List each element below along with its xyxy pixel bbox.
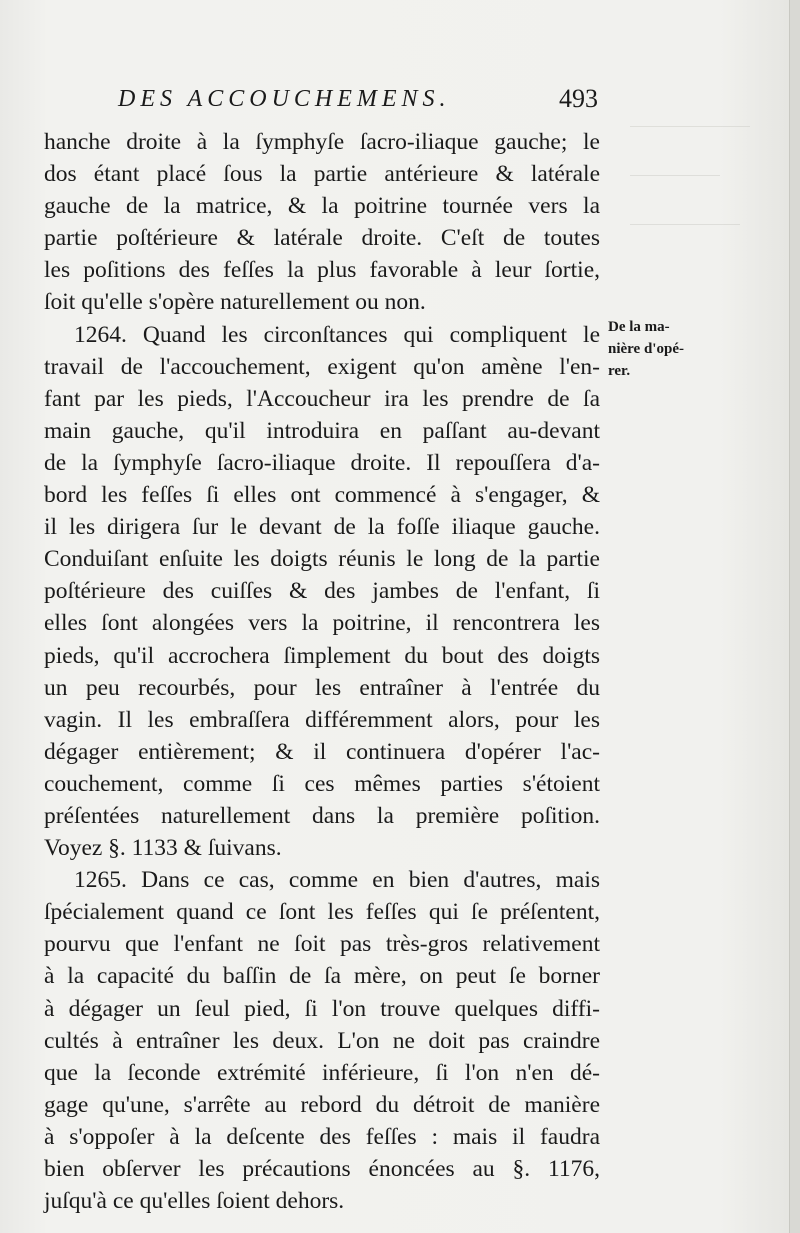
- text-line: ſoit qu'elle s'opère naturellement ou non.: [44, 289, 426, 316]
- paragraph-1264-start: 1264. Quand les circonſtances qui compliquent le: [74, 321, 600, 348]
- text-line: à s'oppoſer à la deſcente des feſſes : mais il faudra: [44, 1123, 600, 1150]
- text-line: dos étant placé ſous la partie antérieure & latérale: [44, 161, 600, 188]
- text-line: à dégager un ſeul pied, ſi l'on trouve quelques diffi-: [44, 995, 600, 1022]
- text-line: il les dirigera ſur le devant de la foſſe iliaque gauche.: [44, 514, 600, 541]
- text-line: bord les feſſes ſi elles ont commencé à s'engager, &: [44, 482, 600, 509]
- marginal-note: [608, 316, 708, 382]
- text-line: cultés à entraîner les deux. L'on ne doit pas craindre: [44, 1027, 600, 1054]
- text-line: bien obſerver les précautions énoncées au §. 1176,: [44, 1156, 600, 1182]
- body-text: [44, 126, 600, 1217]
- paragraph-1265-start: 1265. Dans ce cas, comme en bien d'autres, mais: [74, 867, 600, 894]
- text-line: que la ſeconde extrémité inférieure, ſi l'on n'en dé-: [44, 1059, 600, 1086]
- text-line: vagin. Il les embraſſera différemment alors, pour les: [44, 706, 600, 733]
- marginal-note-line: nière d'opé-: [608, 341, 684, 357]
- text-line: gage qu'une, s'arrête au rebord du détroit de manière: [44, 1091, 600, 1118]
- text-line: pieds, qu'il accrochera ſimplement du bout des doigts: [44, 642, 600, 669]
- text-line: main gauche, qu'il introduira en paſſant au-devant: [44, 417, 600, 444]
- running-header: [118, 86, 598, 120]
- text-line: couchement, comme ſi ces mêmes parties s'étoient: [44, 770, 600, 797]
- running-title: DES ACCOUCHEMENS.: [118, 86, 451, 112]
- text-line: hanche droite à la ſymphyſe ſacro-iliaque gauche; le: [44, 129, 600, 155]
- text-line: à la capacité du baſſin de ſa mère, on peut ſe borner: [44, 963, 600, 990]
- text-line: juſqu'à ce qu'elles ſoient dehors.: [44, 1188, 345, 1215]
- show-through-bleed: [630, 118, 800, 225]
- marginal-note-line: De la ma-: [608, 319, 670, 335]
- text-line: Conduiſant enſuite les doigts réunis le long de la partie: [44, 546, 600, 573]
- text-line: préſentées naturellement dans la première poſition.: [44, 802, 600, 829]
- text-line: dégager entièrement; & il continuera d'opérer l'ac-: [44, 738, 600, 765]
- text-line: les poſitions des feſſes la plus favorable à leur ſortie,: [44, 257, 600, 284]
- text-line: poſtérieure des cuiſſes & des jambes de l'enfant, ſi: [44, 578, 600, 605]
- marginal-note-line: rer.: [608, 363, 631, 379]
- text-line: partie poſtérieure & latérale droite. C'eſt de toutes: [44, 225, 600, 252]
- text-line: un peu recourbés, pour les entraîner à l'entrée du: [44, 674, 600, 701]
- text-line: travail de l'accouchement, exigent qu'on amène l'en-: [44, 353, 600, 380]
- text-line: fant par les pieds, l'Accoucheur ira les prendre de ſa: [44, 385, 600, 412]
- page-edge: [789, 0, 800, 1233]
- text-line: elles ſont alongées vers la poitrine, il rencontrera les: [44, 610, 600, 637]
- cross-reference-line: Voyez §. 1133 & ſuivans.: [44, 835, 282, 862]
- page-number: 493: [559, 84, 598, 113]
- text-line: gauche de la matrice, & la poitrine tournée vers la: [44, 193, 600, 220]
- text-line: pourvu que l'enfant ne ſoit pas très-gros relativement: [44, 931, 600, 958]
- text-line: ſpécialement quand ce ſont les feſſes qui ſe préſentent,: [44, 899, 600, 926]
- text-line: de la ſymphyſe ſacro-iliaque droite. Il repouſſera d'a-: [44, 449, 600, 476]
